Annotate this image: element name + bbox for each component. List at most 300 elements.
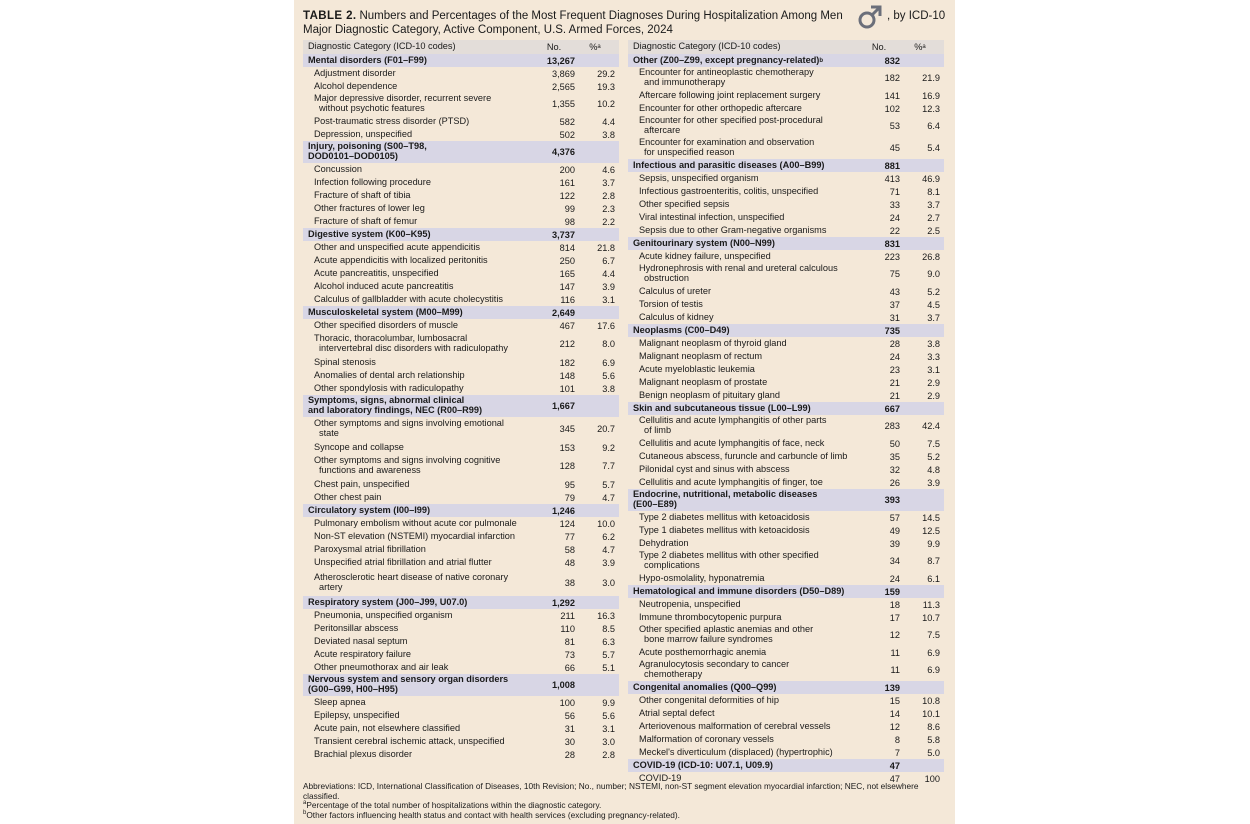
- male-symbol-icon: [857, 4, 883, 30]
- diagnosis-row: [303, 356, 619, 369]
- percent-value: 10.0: [597, 518, 615, 529]
- category-row: [303, 395, 619, 417]
- count-value: 101: [559, 383, 575, 394]
- diagnosis-row: [628, 67, 944, 89]
- count-value: 31: [564, 723, 575, 734]
- diagnosis-name: Other symptoms and signs involving emotional state: [314, 418, 504, 438]
- percent-value: 2.9: [927, 390, 940, 401]
- left-rows: [303, 54, 619, 761]
- diagnosis-name: Malignant neoplasm of prostate: [639, 376, 768, 387]
- diagnosis-name: Encounter for antineoplastic chemotherapy and immunotherapy: [639, 67, 814, 87]
- diagnosis-row: [628, 311, 944, 324]
- diagnosis-name: Encounter for examination and observation for unspecified reason: [639, 137, 815, 157]
- diagnosis-row: [628, 115, 944, 137]
- percent-value: 3.1: [602, 294, 615, 305]
- diagnosis-name: Neutropenia, unspecified: [639, 598, 741, 609]
- count-value: 4,376: [552, 147, 575, 157]
- count-value: 1,246: [552, 505, 575, 516]
- diagnosis-name: Calculus of kidney: [639, 311, 714, 322]
- diagnosis-name: Benign neoplasm of pituitary gland: [639, 389, 780, 400]
- diagnosis-row: [628, 611, 944, 624]
- count-value: 95: [564, 479, 575, 490]
- count-value: 24: [889, 351, 900, 362]
- category-row: [628, 585, 944, 598]
- percent-value: 3.7: [927, 199, 940, 210]
- count-value: 345: [559, 424, 575, 434]
- percent-value: 6.9: [602, 357, 615, 368]
- diagnosis-name: Brachial plexus disorder: [314, 748, 413, 759]
- count-value: 141: [884, 90, 900, 101]
- count-value: 15: [889, 695, 900, 706]
- diagnosis-row: [303, 530, 619, 543]
- count-value: 147: [559, 281, 575, 292]
- count-value: 1,355: [552, 99, 575, 109]
- header-no: No.: [871, 42, 887, 52]
- diagnosis-row: [303, 609, 619, 622]
- diagnosis-name: Chest pain, unspecified: [314, 478, 410, 489]
- count-value: 28: [889, 338, 900, 349]
- percent-value: 42.4: [922, 421, 940, 431]
- percent-value: 4.7: [602, 492, 615, 503]
- count-value: 22: [889, 225, 900, 236]
- count-value: 831: [884, 238, 900, 249]
- diagnosis-row: [628, 350, 944, 363]
- percent-value: 2.3: [602, 203, 615, 214]
- percent-value: 2.8: [602, 190, 615, 201]
- count-value: 122: [559, 190, 575, 201]
- count-value: 35: [889, 451, 900, 462]
- diagnosis-name: Unspecified atrial fibrillation and atrial flutter: [314, 556, 492, 567]
- count-value: 23: [889, 364, 900, 375]
- percent-value: 6.9: [927, 647, 940, 658]
- diagnosis-name: Concussion: [314, 163, 363, 174]
- diagnosis-row: [628, 746, 944, 759]
- diagnosis-row: [628, 298, 944, 311]
- category-row: [628, 324, 944, 337]
- count-value: 26: [889, 477, 900, 488]
- diagnosis-row: [628, 720, 944, 733]
- diagnosis-row: [303, 254, 619, 267]
- diagnosis-name: Other chest pain: [314, 491, 382, 502]
- diagnosis-row: [628, 185, 944, 198]
- diagnosis-name: Malignant neoplasm of thyroid gland: [639, 337, 787, 348]
- diagnosis-name: Dehydration: [639, 537, 689, 548]
- count-value: 99: [564, 203, 575, 214]
- diagnosis-name: Meckel's diverticulum (displaced) (hypertrophic): [639, 746, 833, 757]
- diagnosis-name: Non-ST elevation (NSTEMI) myocardial infarction: [314, 530, 516, 541]
- title-line-1: Numbers and Percentages of the Most Frequent Diagnoses During Hospitalization Among Men: [359, 10, 843, 22]
- count-value: 56: [564, 710, 575, 721]
- diagnosis-name: Type 2 diabetes mellitus with ketoacidosis: [639, 511, 810, 522]
- percent-value: 3.7: [602, 177, 615, 188]
- diagnosis-name: Other pneumothorax and air leak: [314, 661, 449, 672]
- diagnosis-name: Fracture of shaft of femur: [314, 215, 418, 226]
- percent-value: 6.3: [602, 636, 615, 647]
- category-name: Nervous system and sensory organ disorders (G00–G99, H00–H95): [308, 674, 509, 694]
- percent-value: 3.8: [927, 338, 940, 349]
- count-value: 12: [889, 630, 900, 640]
- diagnosis-name: Agranulocytosis secondary to cancer chemotherapy: [639, 659, 790, 679]
- category-name: Other (Z00–Z99, except pregnancy-related) b: [633, 54, 824, 65]
- percent-value: 5.4: [927, 143, 940, 153]
- count-value: 21: [889, 377, 900, 388]
- percent-value: 5.0: [927, 747, 940, 758]
- percent-value: 8.0: [602, 339, 615, 349]
- diagnosis-row: [628, 263, 944, 285]
- diagnosis-name: Hydronephrosis with renal and ureteral calculous obstruction: [639, 263, 838, 283]
- diagnosis-name: Other specified sepsis: [639, 198, 730, 209]
- count-value: 735: [884, 325, 900, 336]
- count-value: 200: [559, 164, 575, 175]
- category-row: [303, 228, 619, 241]
- percent-value: 3.9: [927, 477, 940, 488]
- diagnosis-row: [628, 250, 944, 263]
- percent-value: 21.8: [597, 242, 615, 253]
- diagnosis-name: Sleep apnea: [314, 696, 366, 707]
- percent-value: 4.6: [602, 164, 615, 175]
- table-title: [303, 10, 946, 38]
- count-value: 30: [564, 736, 575, 747]
- percent-value: 11.3: [922, 599, 940, 610]
- diagnosis-name: Type 2 diabetes mellitus with other specified complications: [639, 550, 819, 570]
- category-row: [303, 674, 619, 696]
- category-name: Mental disorders (F01–F99): [308, 54, 427, 65]
- diagnosis-name: Cellulitis and acute lymphangitis of finger, toe: [639, 476, 823, 487]
- diagnosis-row: [303, 622, 619, 635]
- count-value: 2,565: [552, 81, 575, 92]
- percent-value: 29.2: [597, 68, 615, 79]
- count-value: 57: [889, 512, 900, 523]
- diagnosis-name: Aftercare following joint replacement surgery: [639, 89, 821, 100]
- percent-value: 4.7: [602, 544, 615, 555]
- diagnosis-row: [628, 415, 944, 437]
- count-value: 34: [889, 556, 900, 566]
- count-value: 165: [559, 268, 575, 279]
- diagnosis-name: Sepsis, unspecified organism: [639, 172, 759, 183]
- percent-value: 6.1: [927, 573, 940, 584]
- percent-value: 10.8: [922, 695, 940, 706]
- percent-value: 2.9: [927, 377, 940, 388]
- diagnosis-row: [628, 476, 944, 489]
- count-value: 77: [564, 531, 575, 542]
- column-header: [628, 40, 944, 54]
- diagnosis-name: Other congenital deformities of hip: [639, 694, 779, 705]
- category-row: [303, 504, 619, 517]
- percent-value: 5.8: [927, 734, 940, 745]
- percent-value: 8.1: [927, 186, 940, 197]
- footnote-b: $^b$Other factors influencing health status and contact with health services (excluding pregnancy-related).: [303, 809, 680, 820]
- category-row: [628, 237, 944, 250]
- count-value: 100: [559, 697, 575, 708]
- percent-value: 7.5: [927, 438, 940, 449]
- category-name: Endocrine, nutritional, metabolic diseases (E00–E89): [633, 489, 818, 509]
- diagnosis-name: Calculus of ureter: [639, 285, 712, 296]
- diagnosis-name: Immune thrombocytopenic purpura: [639, 611, 782, 622]
- category-name: Digestive system (K00–K95): [308, 228, 431, 239]
- percent-value: 3.9: [602, 281, 615, 292]
- percent-value: 8.5: [602, 623, 615, 634]
- category-row: [303, 141, 619, 163]
- category-row: [628, 489, 944, 511]
- diagnosis-row: [303, 176, 619, 189]
- diagnosis-row: [303, 556, 619, 569]
- diagnosis-row: [628, 437, 944, 450]
- diagnosis-name: Fracture of shaft of tibia: [314, 189, 411, 200]
- percent-value: 8.7: [927, 556, 940, 566]
- percent-value: 9.9: [927, 538, 940, 549]
- percent-value: 10.1: [922, 708, 940, 719]
- percent-value: 6.2: [602, 531, 615, 542]
- diagnosis-name: Atrial septal defect: [639, 707, 715, 718]
- count-value: 58: [564, 544, 575, 555]
- diagnosis-name: Anomalies of dental arch relationship: [314, 369, 465, 380]
- diagnosis-row: [628, 102, 944, 115]
- category-name: Congenital anomalies (Q00–Q99): [633, 681, 777, 692]
- diagnosis-row: [303, 722, 619, 735]
- percent-value: 7.7: [602, 461, 615, 471]
- count-value: 48: [564, 557, 575, 568]
- percent-value: 19.3: [597, 81, 615, 92]
- percent-value: 3.0: [602, 577, 615, 588]
- diagnosis-name: Encounter for other specified post-procedural aftercare: [639, 115, 823, 135]
- count-value: 832: [884, 55, 900, 66]
- percent-value: 3.9: [602, 557, 615, 568]
- diagnosis-row: [303, 280, 619, 293]
- percent-value: 20.7: [597, 424, 615, 434]
- diagnosis-name: Infectious gastroenteritis, colitis, unspecified: [639, 185, 819, 196]
- category-row: [628, 54, 944, 67]
- percent-value: 3.0: [602, 736, 615, 747]
- count-value: 814: [559, 242, 575, 253]
- diagnosis-name: Acute posthemorrhagic anemia: [639, 646, 767, 657]
- percent-value: 5.7: [602, 649, 615, 660]
- diagnosis-name: Hypo-osmolality, hyponatremia: [639, 572, 765, 583]
- diagnosis-row: [628, 172, 944, 185]
- percent-value: 10.2: [597, 99, 615, 109]
- diagnosis-name: Infection following procedure: [314, 176, 431, 187]
- diagnosis-row: [303, 202, 619, 215]
- count-value: 881: [884, 160, 900, 171]
- category-row: [303, 306, 619, 319]
- percent-value: 5.1: [602, 662, 615, 673]
- count-value: 37: [889, 299, 900, 310]
- diagnosis-row: [628, 389, 944, 402]
- diagnosis-name: Other and unspecified acute appendicitis: [314, 241, 480, 252]
- count-value: 11: [890, 665, 900, 675]
- diagnosis-name: Type 1 diabetes mellitus with ketoacidosis: [639, 524, 810, 535]
- percent-value: 3.1: [602, 723, 615, 734]
- diagnosis-name: Transient cerebral ischemic attack, unspecified: [314, 735, 505, 746]
- count-value: 17: [889, 612, 900, 623]
- diagnosis-row: [628, 598, 944, 611]
- diagnosis-name: Epilepsy, unspecified: [314, 709, 400, 720]
- percent-value: 9.9: [602, 697, 615, 708]
- count-value: 21: [889, 390, 900, 401]
- diagnosis-row: [303, 215, 619, 228]
- diagnosis-row: [303, 128, 619, 141]
- diagnosis-row: [303, 748, 619, 761]
- diagnosis-row: [303, 319, 619, 332]
- count-value: 47: [889, 760, 900, 771]
- count-value: 98: [564, 216, 575, 227]
- percent-value: 6.4: [927, 121, 940, 131]
- diagnosis-row: [628, 511, 944, 524]
- abbreviations-note: Abbreviations: ICD, International Classification of Diseases, 10th Revision; No., number; NSTEMI, non-ST segment elevation myocardial infarction; NEC, not elsewhere classified.: [303, 781, 919, 801]
- title-line-2: Major Diagnostic Category, Active Component, U.S. Armed Forces, 2024: [303, 23, 673, 36]
- diagnosis-row: [628, 463, 944, 476]
- category-name: Infectious and parasitic diseases (A00–B99): [633, 159, 825, 170]
- diagnosis-name: Encounter for other orthopedic aftercare: [639, 102, 802, 113]
- count-value: 14: [889, 708, 900, 719]
- percent-value: 26.8: [922, 251, 940, 262]
- diagnosis-row: [303, 661, 619, 674]
- diagnosis-row: [628, 376, 944, 389]
- diagnosis-row: [628, 524, 944, 537]
- diagnosis-name: Thoracic, thoracolumbar, lumbosacral intervertebral disc disorders with radiculopathy: [314, 333, 508, 353]
- diagnosis-row: [303, 648, 619, 661]
- count-value: 102: [884, 103, 900, 114]
- diagnosis-row: [628, 363, 944, 376]
- category-name: Hematological and immune disorders (D50–D89): [633, 585, 845, 596]
- percent-value: 2.8: [602, 749, 615, 760]
- count-value: 211: [560, 610, 575, 621]
- percent-value: 16.9: [922, 90, 940, 101]
- diagnosis-row: [628, 694, 944, 707]
- percent-value: 12.3: [922, 103, 940, 114]
- diagnosis-name: COVID-19: [639, 772, 682, 783]
- count-value: 43: [889, 286, 900, 297]
- count-value: 49: [889, 525, 900, 536]
- diagnosis-row: [303, 382, 619, 395]
- count-value: 110: [560, 623, 575, 634]
- count-value: 148: [559, 370, 575, 381]
- diagnosis-row: [628, 707, 944, 720]
- count-value: 11: [890, 647, 900, 658]
- count-value: 8: [894, 734, 900, 745]
- count-value: 128: [559, 461, 575, 471]
- diagnosis-row: [303, 189, 619, 202]
- count-value: 212: [559, 339, 575, 349]
- diagnosis-name: Alcohol dependence: [314, 80, 398, 91]
- count-value: 467: [559, 320, 575, 331]
- diagnosis-name: Acute kidney failure, unspecified: [639, 250, 771, 261]
- left-column: [303, 40, 619, 761]
- diagnosis-name: Depression, unspecified: [314, 128, 413, 139]
- diagnosis-name: Calculus of gallbladder with acute cholecystitis: [314, 293, 503, 304]
- percent-value: 5.2: [927, 286, 940, 297]
- diagnosis-row: [303, 454, 619, 478]
- diagnosis-name: Malignant neoplasm of rectum: [639, 350, 763, 361]
- diagnosis-name: Other specified aplastic anemias and other bone marrow failure syndromes: [639, 624, 814, 644]
- category-row: [628, 681, 944, 694]
- diagnosis-name: Acute pain, not elsewhere classified: [314, 722, 461, 733]
- title-after-icon: , by ICD-10: [887, 10, 946, 22]
- category-name: Circulatory system (I00–I99): [308, 504, 431, 515]
- percent-value: 12.5: [922, 525, 940, 536]
- diagnosis-row: [303, 569, 619, 596]
- diagnosis-row: [303, 241, 619, 254]
- diagnosis-name: Atherosclerotic heart disease of native coronary artery: [314, 571, 509, 592]
- count-value: 1,667: [552, 401, 575, 411]
- diagnosis-row: [628, 646, 944, 659]
- percent-value: 3.1: [927, 364, 940, 375]
- right-rows: [628, 54, 944, 785]
- diagnosis-row: [628, 450, 944, 463]
- diagnosis-name: Other fractures of lower leg: [314, 202, 425, 213]
- diagnosis-row: [303, 491, 619, 504]
- percent-value: 100: [924, 773, 940, 784]
- count-value: 3,869: [552, 68, 575, 79]
- diagnosis-row: [303, 696, 619, 709]
- count-value: 283: [884, 421, 900, 431]
- percent-value: 14.5: [922, 512, 940, 523]
- diagnosis-row: [303, 543, 619, 556]
- count-value: 75: [889, 269, 900, 279]
- diagnosis-row: [628, 211, 944, 224]
- count-value: 81: [564, 636, 575, 647]
- diagnosis-name: Torsion of testis: [639, 298, 703, 309]
- diagnosis-name: Adjustment disorder: [314, 67, 396, 78]
- diagnosis-name: Cellulitis and acute lymphangitis of other parts of limb: [639, 415, 827, 435]
- count-value: 53: [889, 121, 900, 131]
- category-row: [303, 54, 619, 67]
- count-value: 12: [889, 721, 900, 732]
- percent-value: 3.8: [602, 383, 615, 394]
- diagnosis-row: [628, 733, 944, 746]
- count-value: 28: [564, 749, 575, 760]
- count-value: 153: [559, 442, 575, 453]
- diagnosis-row: [628, 572, 944, 585]
- diagnosis-name: Deviated nasal septum: [314, 635, 408, 646]
- diagnosis-name: Sepsis due to other Gram-negative organisms: [639, 224, 827, 235]
- percent-value: 17.6: [597, 320, 615, 331]
- count-value: 66: [564, 662, 575, 673]
- count-value: 1,008: [552, 680, 575, 690]
- footnotes: [303, 782, 946, 820]
- diagnosis-name: Major depressive disorder, recurrent severe without psychotic features: [314, 93, 492, 113]
- percent-value: 46.9: [922, 173, 940, 184]
- diagnosis-name: Acute myeloblastic leukemia: [639, 363, 755, 374]
- percent-value: 5.6: [602, 370, 615, 381]
- diagnosis-row: [303, 709, 619, 722]
- category-row: [628, 402, 944, 415]
- diagnosis-name: Paroxysmal atrial fibrillation: [314, 543, 426, 554]
- count-value: 2,649: [552, 307, 575, 318]
- percent-value: 10.7: [922, 612, 940, 623]
- category-name: COVID-19 (ICD-10: U07.1, U09.9): [633, 759, 773, 770]
- count-value: 124: [559, 518, 575, 529]
- percent-value: 2.2: [602, 216, 615, 227]
- diagnosis-row: [628, 537, 944, 550]
- count-value: 71: [889, 186, 900, 197]
- count-value: 32: [889, 464, 900, 475]
- category-name: Genitourinary system (N00–N99): [633, 237, 775, 248]
- count-value: 223: [884, 251, 900, 262]
- count-value: 24: [889, 212, 900, 223]
- diagnosis-row: [303, 735, 619, 748]
- diagnosis-row: [303, 417, 619, 441]
- diagnosis-row: [303, 332, 619, 356]
- diagnosis-name: Cellulitis and acute lymphangitis of face, neck: [639, 437, 825, 448]
- count-value: 182: [884, 73, 900, 83]
- count-value: 250: [559, 255, 575, 266]
- percent-value: 9.0: [927, 269, 940, 279]
- diagnosis-name: Other specified disorders of muscle: [314, 319, 458, 330]
- diagnosis-name: Pneumonia, unspecified organism: [314, 609, 453, 620]
- diagnosis-row: [303, 93, 619, 115]
- category-row: [628, 759, 944, 772]
- percent-value: 5.2: [927, 451, 940, 462]
